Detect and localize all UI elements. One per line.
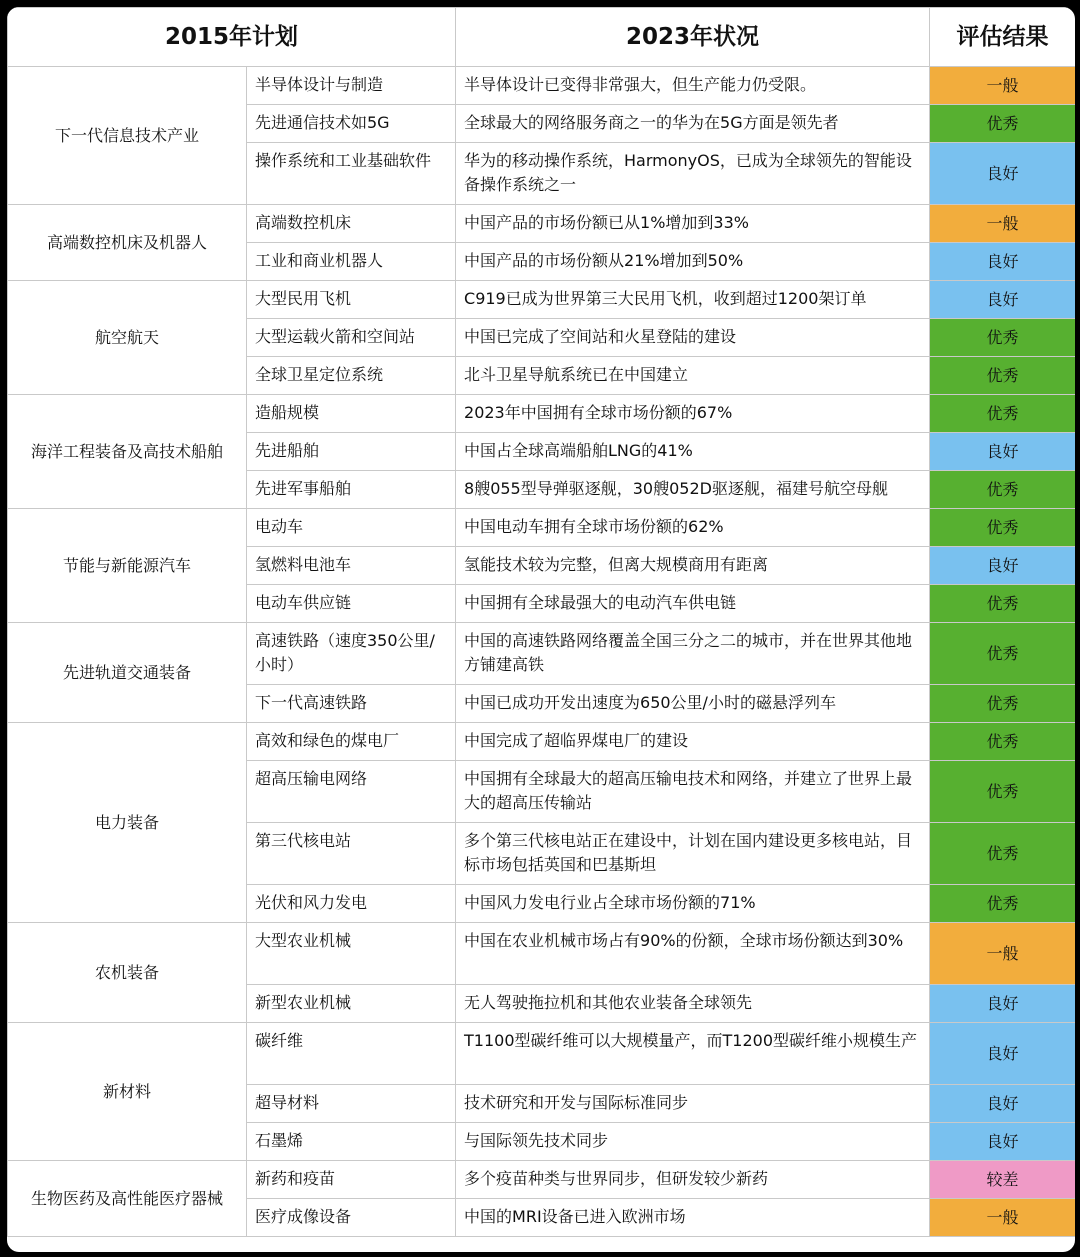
header-row <box>8 8 1076 67</box>
header-status: 2023年状况 <box>456 8 930 67</box>
subcategory-cell: 造船规模 <box>247 395 456 433</box>
subcategory-cell: 操作系统和工业基础软件 <box>247 143 456 205</box>
subcategory-cell: 全球卫星定位系统 <box>247 357 456 395</box>
status-cell: 中国电动车拥有全球市场份额的62% <box>456 509 930 547</box>
status-cell: 8艘055型导弹驱逐舰，30艘052D驱逐舰，福建号航空母舰 <box>456 471 930 509</box>
status-cell: 中国产品的市场份额已从1%增加到33% <box>456 205 930 243</box>
subcategory-cell: 下一代高速铁路 <box>247 685 456 723</box>
status-cell: 与国际领先技术同步 <box>456 1123 930 1161</box>
category-cell: 航空航天 <box>8 281 247 395</box>
table-row <box>8 67 1076 105</box>
status-cell: 中国已完成了空间站和火星登陆的建设 <box>456 319 930 357</box>
status-cell: 中国风力发电行业占全球市场份额的71% <box>456 885 930 923</box>
status-cell: 中国拥有全球最强大的电动汽车供电链 <box>456 585 930 623</box>
result-badge-cell: 良好 <box>930 1023 1075 1085</box>
table-row <box>8 723 1076 761</box>
result-badge-cell: 优秀 <box>930 723 1075 761</box>
result-badge-cell: 优秀 <box>930 823 1075 885</box>
result-badge-cell: 良好 <box>930 143 1075 205</box>
plan-assessment-table <box>7 7 1075 1237</box>
header-plan: 2015年计划 <box>8 8 456 67</box>
table-body <box>8 67 1076 1237</box>
status-cell: 全球最大的网络服务商之一的华为在5G方面是领先者 <box>456 105 930 143</box>
subcategory-cell: 高效和绿色的煤电厂 <box>247 723 456 761</box>
result-badge-cell: 良好 <box>930 281 1075 319</box>
status-cell: 中国的MRI设备已进入欧洲市场 <box>456 1199 930 1237</box>
category-cell: 农机装备 <box>8 923 247 1023</box>
subcategory-cell: 高速铁路（速度350公里/小时） <box>247 623 456 685</box>
status-cell: 氢能技术较为完整，但离大规模商用有距离 <box>456 547 930 585</box>
subcategory-cell: 大型农业机械 <box>247 923 456 985</box>
result-badge-cell: 良好 <box>930 985 1075 1023</box>
table-row <box>8 281 1076 319</box>
result-badge-cell: 优秀 <box>930 761 1075 823</box>
status-cell: 多个疫苗种类与世界同步，但研发较少新药 <box>456 1161 930 1199</box>
subcategory-cell: 工业和商业机器人 <box>247 243 456 281</box>
status-cell: 2023年中国拥有全球市场份额的67% <box>456 395 930 433</box>
status-cell: 中国的高速铁路网络覆盖全国三分之二的城市，并在世界其他地方铺建高铁 <box>456 623 930 685</box>
status-cell: 无人驾驶拖拉机和其他农业装备全球领先 <box>456 985 930 1023</box>
status-cell: C919已成为世界第三大民用飞机，收到超过1200架订单 <box>456 281 930 319</box>
subcategory-cell: 大型运载火箭和空间站 <box>247 319 456 357</box>
category-cell: 海洋工程装备及高技术船舶 <box>8 395 247 509</box>
subcategory-cell: 新药和疫苗 <box>247 1161 456 1199</box>
result-badge-cell: 优秀 <box>930 885 1075 923</box>
subcategory-cell: 电动车 <box>247 509 456 547</box>
subcategory-cell: 光伏和风力发电 <box>247 885 456 923</box>
result-badge-cell: 良好 <box>930 243 1075 281</box>
subcategory-cell: 氢燃料电池车 <box>247 547 456 585</box>
subcategory-cell: 电动车供应链 <box>247 585 456 623</box>
result-badge-cell: 优秀 <box>930 357 1075 395</box>
subcategory-cell: 超高压输电网络 <box>247 761 456 823</box>
result-badge-cell: 一般 <box>930 923 1075 985</box>
result-badge-cell: 良好 <box>930 1085 1075 1123</box>
status-cell: 中国产品的市场份额从21%增加到50% <box>456 243 930 281</box>
status-cell: 多个第三代核电站正在建设中，计划在国内建设更多核电站，目标市场包括英国和巴基斯坦 <box>456 823 930 885</box>
result-badge-cell: 优秀 <box>930 509 1075 547</box>
table-row <box>8 1023 1076 1085</box>
category-cell: 先进轨道交通装备 <box>8 623 247 723</box>
subcategory-cell: 石墨烯 <box>247 1123 456 1161</box>
subcategory-cell: 第三代核电站 <box>247 823 456 885</box>
status-cell: 中国完成了超临界煤电厂的建设 <box>456 723 930 761</box>
status-cell: 中国已成功开发出速度为650公里/小时的磁悬浮列车 <box>456 685 930 723</box>
result-badge-cell: 一般 <box>930 67 1075 105</box>
category-cell: 高端数控机床及机器人 <box>8 205 247 281</box>
category-cell: 生物医药及高性能医疗器械 <box>8 1161 247 1237</box>
status-cell: 中国占全球高端船舶LNG的41% <box>456 433 930 471</box>
result-badge-cell: 优秀 <box>930 319 1075 357</box>
status-cell: 技术研究和开发与国际标准同步 <box>456 1085 930 1123</box>
table-row <box>8 623 1076 685</box>
table-row <box>8 395 1076 433</box>
table-row <box>8 923 1076 985</box>
status-cell: T1100型碳纤维可以大规模量产，而T1200型碳纤维小规模生产 <box>456 1023 930 1085</box>
subcategory-cell: 先进通信技术如5G <box>247 105 456 143</box>
result-badge-cell: 良好 <box>930 1123 1075 1161</box>
subcategory-cell: 先进军事船舶 <box>247 471 456 509</box>
subcategory-cell: 半导体设计与制造 <box>247 67 456 105</box>
subcategory-cell: 先进船舶 <box>247 433 456 471</box>
result-badge-cell: 优秀 <box>930 585 1075 623</box>
header-result: 评估结果 <box>930 8 1075 67</box>
result-badge-cell: 优秀 <box>930 105 1075 143</box>
result-badge-cell: 一般 <box>930 205 1075 243</box>
subcategory-cell: 超导材料 <box>247 1085 456 1123</box>
table-row <box>8 1161 1076 1199</box>
result-badge-cell: 优秀 <box>930 471 1075 509</box>
result-badge-cell: 优秀 <box>930 685 1075 723</box>
category-cell: 电力装备 <box>8 723 247 923</box>
result-badge-cell: 一般 <box>930 1199 1075 1237</box>
subcategory-cell: 医疗成像设备 <box>247 1199 456 1237</box>
status-cell: 半导体设计已变得非常强大，但生产能力仍受限。 <box>456 67 930 105</box>
category-cell: 新材料 <box>8 1023 247 1161</box>
table-row <box>8 509 1076 547</box>
subcategory-cell: 大型民用飞机 <box>247 281 456 319</box>
subcategory-cell: 新型农业机械 <box>247 985 456 1023</box>
category-cell: 节能与新能源汽车 <box>8 509 247 623</box>
status-cell: 中国拥有全球最大的超高压输电技术和网络，并建立了世界上最大的超高压传输站 <box>456 761 930 823</box>
subcategory-cell: 高端数控机床 <box>247 205 456 243</box>
table-row <box>8 205 1076 243</box>
table-frame <box>7 7 1075 1252</box>
subcategory-cell: 碳纤维 <box>247 1023 456 1085</box>
status-cell: 华为的移动操作系统，HarmonyOS，已成为全球领先的智能设备操作系统之一 <box>456 143 930 205</box>
result-badge-cell: 良好 <box>930 433 1075 471</box>
status-cell: 中国在农业机械市场占有90%的份额，全球市场份额达到30% <box>456 923 930 985</box>
result-badge-cell: 较差 <box>930 1161 1075 1199</box>
category-cell: 下一代信息技术产业 <box>8 67 247 205</box>
result-badge-cell: 优秀 <box>930 395 1075 433</box>
result-badge-cell: 良好 <box>930 547 1075 585</box>
status-cell: 北斗卫星导航系统已在中国建立 <box>456 357 930 395</box>
result-badge-cell: 优秀 <box>930 623 1075 685</box>
